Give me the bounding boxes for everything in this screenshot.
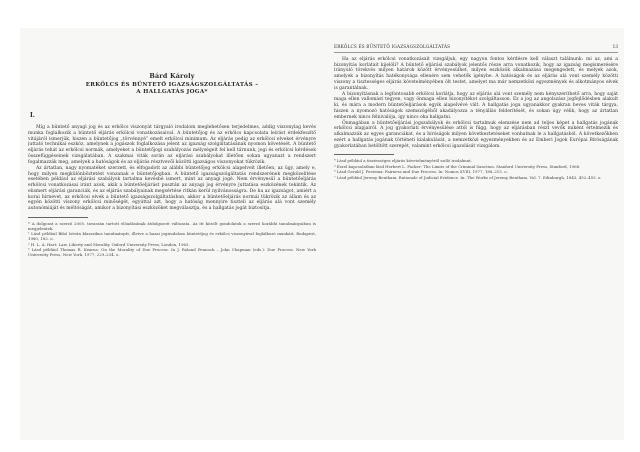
footnote: ⁵ Ezzel kapcsolatban lásd Herbert L. Packer: The Limits of the Criminal Sanction. Stanford University Press, Stanford, 1968. bbox=[334, 163, 581, 169]
footnote-rule bbox=[334, 154, 394, 155]
body-paragraph: Önmagában a büntetőeljárási jogszabályok és erkölcsi tartalmuk elemzése nem ad teljes képet a hallgatás jogának erkölcsi alapjairól. A jog gyakorlati érvényesülése attól is függ, hogy az eljárásban részt vevők miként értelmezik és alkalmazzák az egyes garanciákat, és a bíróságok milyen következtetéseket vonhatnak le a hallgatásból. A következőkben ezért a hallgatás jogának történeti kialakulását, a nemzetközi egyezményekben és az Emberi Jogok Európai Bíróságának gyakorlatában betöltött szerepét, valamint erkölcsi igazolását vizsgálom. bbox=[334, 120, 618, 149]
footnote: ³ Lásd például Thomas R. Kearns: On the Morality of Due Process. In J. Roland Pennock – John Chapman (eds.): Due Process. New York University Press, New York, 1977, 229–234. o. bbox=[28, 247, 316, 258]
book-spread bbox=[20, 28, 624, 440]
footnote: ² H. L. A. Hart: Law, Liberty and Morality. Oxford University Press, London, 1963. bbox=[28, 241, 190, 247]
left-page bbox=[28, 28, 316, 440]
section-number: I. bbox=[30, 112, 35, 119]
author-name: Bárd Károly bbox=[149, 72, 195, 80]
footnote: ¹ Lásd például Bibó István klasszikus tanulmányát, illetve a hazai jogirodalom büntetőjog és erkölcs viszonyával foglalkozó munkáit, Budapest, 1980, 182. o. bbox=[28, 231, 316, 242]
chapter-title-line-1: ERKÖLCS ÉS BÜNTETŐ IGAZSÁGSZOLGÁLTATÁS – bbox=[85, 82, 259, 88]
footnote: * A dolgozat a szerző 2005. tavaszán tartott előadásának átdolgozott változata. Az itt közölt gondolatok a szerző korábbi tanulmányaiban is megjelentek. bbox=[28, 220, 316, 231]
running-head-title: ERKÖLCS ÉS BÜNTETŐ IGAZSÁGSZOLGÁLTATÁS bbox=[334, 44, 451, 49]
body-paragraph: A bizonyításnak a legfontosabb erkölcsi korlátja, hogy az eljárás alá vont személy nem kényszeríthető arra, hogy saját maga ellen vallomást tegyen, vagy önmaga ellen bizonyítékot szolgáltasson. Ez a jog az angolszász jogfejlődésben alakult ki, és mára a modern büntetőeljárások egyik alapelvévé vált. A hallgatás joga ugyanakkor gyakran heves viták tárgya, hiszen a nyomozó hatóságok szemszögéből akadályozza a tényállás felderítését, és sokan úgy vélik, hogy az ártatlan embernek nincs félnivalója, így nincs oka hallgatni. bbox=[334, 91, 618, 120]
body-paragraph: Míg a büntető anyagi jog és az erkölcs viszonyát tárgyaló irodalom meglehetősen terjedelmes, addig viszonylag kevés munka foglalkozik a büntető eljárás erkölcsi vonatkozásaival. A büntetőjog és az erkölcs kapcsolata leírást érdekfeszítő vitájáról ismerjük, hiszen a büntetőjog „törvénnyé” emelt erkölcsi minimum. Az eljárás pedig az erkölcsi elveket érvényre juttató technikai eszköz, amelynek a jogászok foglalkozása jelent az igazság szolgáltatásának nyomon követését. A büntető eljárás tehát az erkölcsi normák, amelyeket a büntetőjogi szabályozás mélységeit fel kell tárnunk, jogi és erkölcsi kérdések összefüggéseinek vizsgálatában. A szakmai viták során az eljárási szabályokat illetően sokan ugyanazt a rendszert fogalmazzák meg, amelyek a hatóságok és az eljárás résztvevői közötti igazságos viszonyokat tükrözik. bbox=[28, 125, 316, 165]
right-page-body bbox=[334, 57, 618, 149]
chapter-title-line-2: A HALLGATÁS JOGA* bbox=[136, 89, 208, 95]
body-paragraph: Ha az eljárás erkölcsi vonatkozásait vizsgáljuk, egy nagyon fontos kérdésre kell választ találnunk: mi az, ami a bizonyítás korlátait kijelöli? A büntető eljárási szabályok jelentős része arra vonatkozik, hogy az igazság megismerésére irányuló törekvés milyen határok között érvényesülhet, milyen eszközök alkalmazása megengedett, és melyek azok, amelyek a bizonyítás hatékonysága ellenére sem vehetők igénybe. A hatóságok és az eljárás alá vont személy közötti viszony a tisztességes eljárás követelményében ölt testet, amelyet ma már nemzetközi egyezmények és alkotmányos elvek is garantálnak. bbox=[334, 57, 618, 91]
running-head bbox=[334, 42, 618, 53]
right-page bbox=[334, 28, 618, 440]
footnote-rule bbox=[28, 217, 88, 218]
footnote: ⁴ Lásd például a tisztességes eljárás követelményéről szóló irodalmat. bbox=[334, 158, 472, 164]
body-paragraph: Az ártatlan, nagy nyomatéket szerzett, és elfogadott az alábbi büntetőjog erkölcsi alapelveit illetően, az ügy, amely e, hogy milyen megkülönböztetést vonzanak e büntetőjogban. A büntető igazságszolgáltatás rendszerének megközelítése esetében például az eljárási szabályok tartalma kevésbé ismert, mint az anyagi jogé. Nem érvényesül a büntetőeljárás erkölcsi vonatkozásai iránt azok, akik a büntetőeljárást pusztán az anyagi jog érvényre juttatása eszközének tekintik. Az elismert eljárási garanciák, és az eljárás szabályainak megsértése ritkán kerül nyilvánosságra. De ha az igazságot, amiért a korai hírnevet, az erkölcsi elvek a büntető igazságszolgáltatásban, akkor a büntetőeljárás normái tükrözik az állam és az egyén közötti viszony erkölcsi minőségét, egyúttal azt, hogy a hatóság mennyire tiszteli az eljárás alá vont személy autonómiáját és méltóságát, amikor a bizonyítási eszközöket megválasztja, és a hallgatás jogát biztosítja. bbox=[28, 165, 316, 211]
page-number: 13 bbox=[612, 44, 618, 49]
footnote: ⁶ Lásd Gerald J. Postema: Fairness and Due Process. In: Nomos XVIII, 1977, 188–215. o. bbox=[334, 169, 508, 175]
chapter-title bbox=[28, 82, 316, 96]
footnote: ⁷ Lásd például Jeremy Bentham: Rationale of Judicial Evidence. In: The Works of Jeremy Bentham. Vol. 7. Edinburgh, 1843, 452–455. o. bbox=[334, 174, 602, 180]
